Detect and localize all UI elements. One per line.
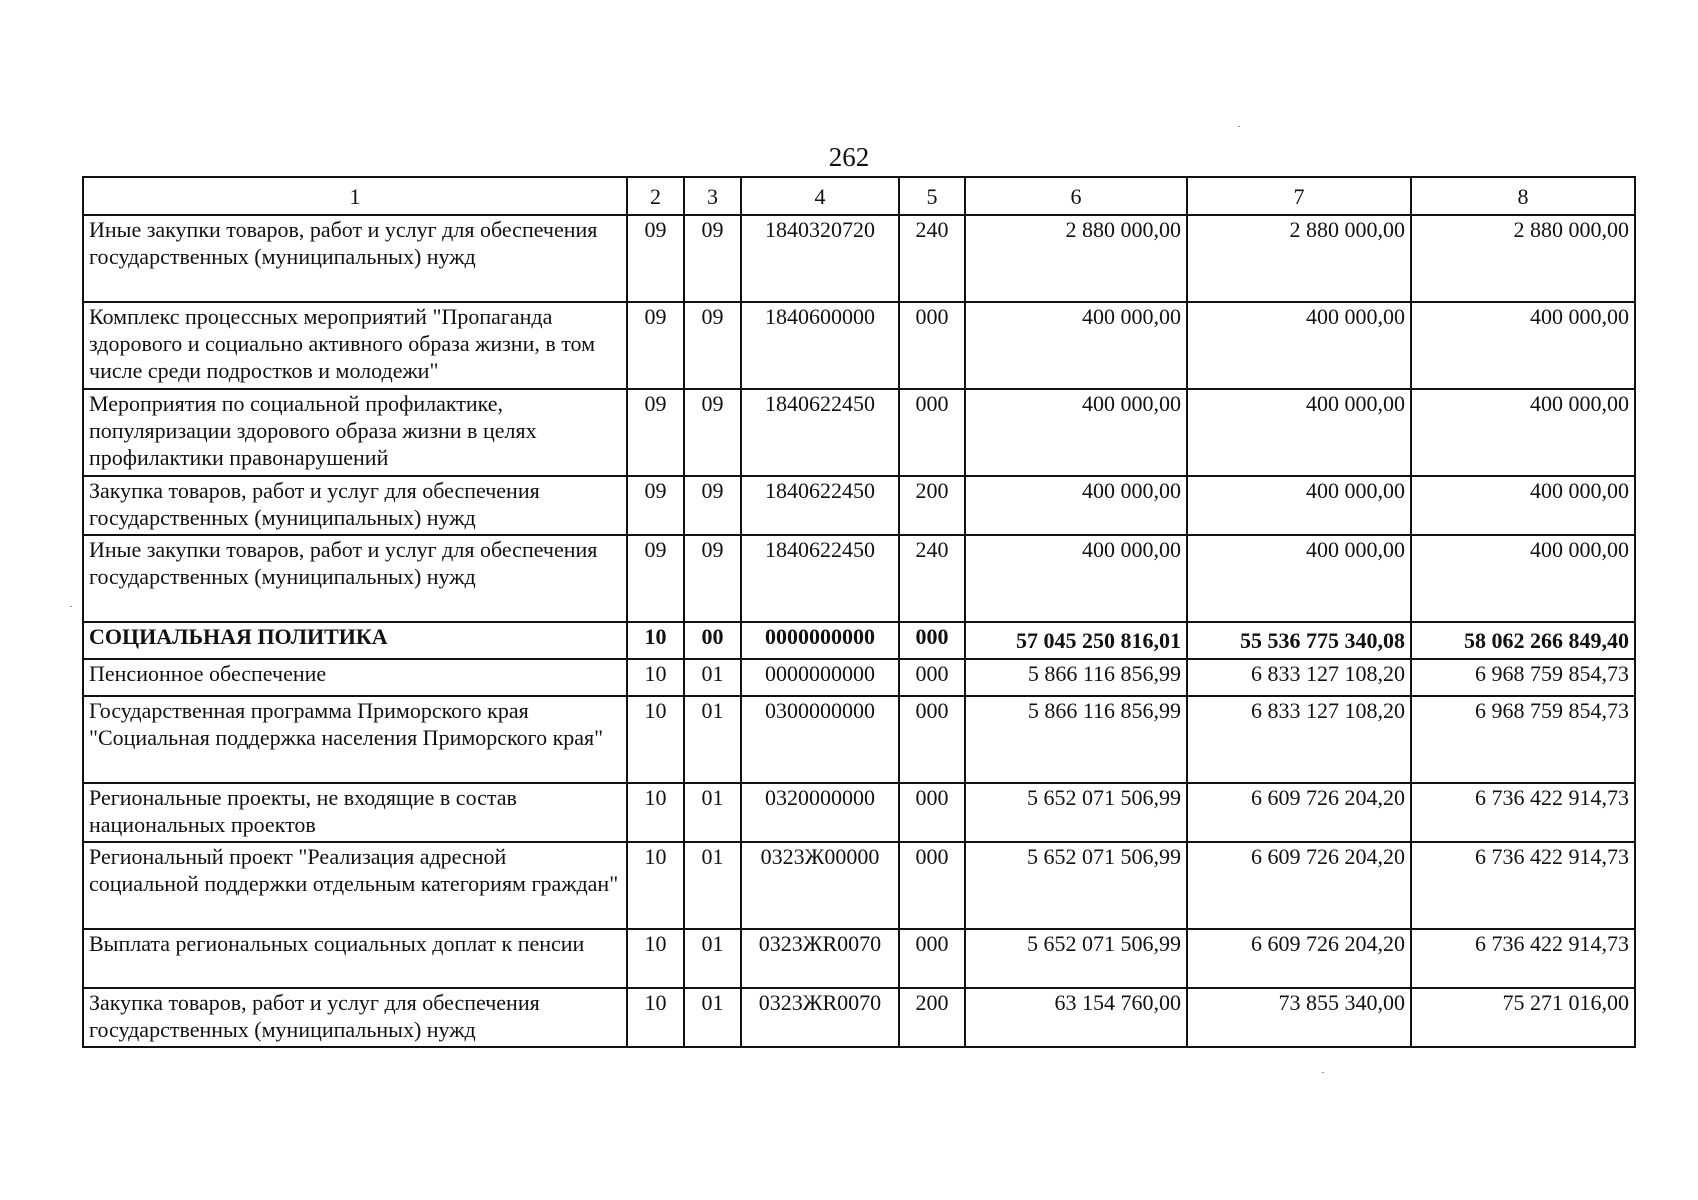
amount-col-7: 400 000,00 xyxy=(1187,535,1411,622)
section-code: 10 xyxy=(627,783,684,842)
subsection-code: 01 xyxy=(684,783,741,842)
header-cell: 1 xyxy=(83,177,627,215)
row-name: Пенсионное обеспечение xyxy=(83,659,627,696)
amount-col-7: 400 000,00 xyxy=(1187,389,1411,476)
expense-type-code: 240 xyxy=(899,535,965,622)
target-article-code: 1840622450 xyxy=(741,535,899,622)
section-code: 09 xyxy=(627,389,684,476)
amount-col-8: 2 880 000,00 xyxy=(1411,215,1635,302)
row-name: Выплата региональных социальных доплат к пенсии xyxy=(83,929,627,988)
target-article-code: 0323Ж00000 xyxy=(741,842,899,929)
amount-col-8: 400 000,00 xyxy=(1411,389,1635,476)
amount-col-8: 400 000,00 xyxy=(1411,535,1635,622)
target-article-code: 0300000000 xyxy=(741,696,899,783)
header-cell: 4 xyxy=(741,177,899,215)
target-article-code: 0000000000 xyxy=(741,659,899,696)
amount-col-7: 6 833 127 108,20 xyxy=(1187,696,1411,783)
row-name: Иные закупки товаров, работ и услуг для обеспечения государственных (муниципальных) нужд xyxy=(83,215,627,302)
amount-col-7: 55 536 775 340,08 xyxy=(1187,622,1411,659)
target-article-code: 0320000000 xyxy=(741,783,899,842)
target-article-code: 1840622450 xyxy=(741,476,899,535)
row-name: Иные закупки товаров, работ и услуг для обеспечения государственных (муниципальных) нужд xyxy=(83,535,627,622)
amount-col-8: 6 968 759 854,73 xyxy=(1411,696,1635,783)
row-name: СОЦИАЛЬНАЯ ПОЛИТИКА xyxy=(83,622,627,659)
expense-type-code: 000 xyxy=(899,389,965,476)
table-row xyxy=(83,988,1635,1047)
section-code: 10 xyxy=(627,659,684,696)
target-article-code: 0000000000 xyxy=(741,622,899,659)
section-code: 09 xyxy=(627,476,684,535)
header-cell: 2 xyxy=(627,177,684,215)
row-name: Региональный проект "Реализация адресной социальной поддержки отдельным категориям граждан" xyxy=(83,842,627,929)
amount-col-6: 5 652 071 506,99 xyxy=(965,929,1187,988)
subsection-code: 01 xyxy=(684,988,741,1047)
subsection-code: 01 xyxy=(684,659,741,696)
subsection-code: 01 xyxy=(684,929,741,988)
amount-col-6: 400 000,00 xyxy=(965,476,1187,535)
expense-type-code: 000 xyxy=(899,783,965,842)
amount-col-7: 400 000,00 xyxy=(1187,476,1411,535)
row-name: Мероприятия по социальной профилактике, популяризации здорового образа жизни в целях профилактики правонарушений xyxy=(83,389,627,476)
expense-type-code: 000 xyxy=(899,842,965,929)
amount-col-8: 6 736 422 914,73 xyxy=(1411,842,1635,929)
amount-col-8: 400 000,00 xyxy=(1411,302,1635,389)
amount-col-6: 5 652 071 506,99 xyxy=(965,783,1187,842)
amount-col-7: 6 833 127 108,20 xyxy=(1187,659,1411,696)
row-name: Региональные проекты, не входящие в состав национальных проектов xyxy=(83,783,627,842)
table-row xyxy=(83,659,1635,696)
subsection-code: 00 xyxy=(684,622,741,659)
amount-col-6: 400 000,00 xyxy=(965,302,1187,389)
amount-col-6: 5 866 116 856,99 xyxy=(965,659,1187,696)
header-cell: 3 xyxy=(684,177,741,215)
target-article-code: 0323ЖR0070 xyxy=(741,988,899,1047)
amount-col-6: 5 652 071 506,99 xyxy=(965,842,1187,929)
target-article-code: 1840622450 xyxy=(741,389,899,476)
expense-type-code: 000 xyxy=(899,622,965,659)
expense-type-code: 000 xyxy=(899,302,965,389)
amount-col-8: 6 968 759 854,73 xyxy=(1411,659,1635,696)
table-row xyxy=(83,929,1635,988)
header-cell: 7 xyxy=(1187,177,1411,215)
expense-type-code: 000 xyxy=(899,929,965,988)
table-row xyxy=(83,535,1635,622)
amount-col-7: 6 609 726 204,20 xyxy=(1187,783,1411,842)
amount-col-6: 5 866 116 856,99 xyxy=(965,696,1187,783)
table-row xyxy=(83,302,1635,389)
amount-col-6: 2 880 000,00 xyxy=(965,215,1187,302)
subsection-code: 01 xyxy=(684,842,741,929)
table-row xyxy=(83,842,1635,929)
row-name: Закупка товаров, работ и услуг для обеспечения государственных (муниципальных) нужд xyxy=(83,476,627,535)
expense-type-code: 240 xyxy=(899,215,965,302)
section-code: 09 xyxy=(627,302,684,389)
table-row xyxy=(83,783,1635,842)
table-row xyxy=(83,215,1635,302)
header-row xyxy=(83,177,1635,215)
amount-col-7: 400 000,00 xyxy=(1187,302,1411,389)
scan-speck xyxy=(1322,1072,1324,1073)
amount-col-6: 57 045 250 816,01 xyxy=(965,622,1187,659)
scan-speck xyxy=(1238,126,1240,127)
amount-col-6: 400 000,00 xyxy=(965,389,1187,476)
scan-speck xyxy=(70,606,72,607)
target-article-code: 1840320720 xyxy=(741,215,899,302)
section-code: 10 xyxy=(627,696,684,783)
target-article-code: 0323ЖR0070 xyxy=(741,929,899,988)
amount-col-8: 400 000,00 xyxy=(1411,476,1635,535)
expense-type-code: 200 xyxy=(899,476,965,535)
amount-col-7: 73 855 340,00 xyxy=(1187,988,1411,1047)
row-name: Комплекс процессных мероприятий "Пропаганда здорового и социально активного образа жизни, в том числе среди подростков и молодежи" xyxy=(83,302,627,389)
subsection-code: 09 xyxy=(684,215,741,302)
amount-col-7: 6 609 726 204,20 xyxy=(1187,842,1411,929)
amount-col-8: 6 736 422 914,73 xyxy=(1411,929,1635,988)
section-code: 10 xyxy=(627,929,684,988)
amount-col-7: 6 609 726 204,20 xyxy=(1187,929,1411,988)
amount-col-6: 400 000,00 xyxy=(965,535,1187,622)
section-code: 09 xyxy=(627,535,684,622)
table-row xyxy=(83,389,1635,476)
target-article-code: 1840600000 xyxy=(741,302,899,389)
row-name: Закупка товаров, работ и услуг для обеспечения государственных (муниципальных) нужд xyxy=(83,988,627,1047)
table-row xyxy=(83,696,1635,783)
section-code: 10 xyxy=(627,988,684,1047)
amount-col-8: 75 271 016,00 xyxy=(1411,988,1635,1047)
header-cell: 5 xyxy=(899,177,965,215)
section-code: 10 xyxy=(627,622,684,659)
section-code: 09 xyxy=(627,215,684,302)
budget-table xyxy=(82,176,1636,1048)
amount-col-7: 2 880 000,00 xyxy=(1187,215,1411,302)
page-number: 262 xyxy=(828,142,870,172)
row-name: Государственная программа Приморского края "Социальная поддержка населения Приморского края" xyxy=(83,696,627,783)
subsection-code: 09 xyxy=(684,535,741,622)
expense-type-code: 000 xyxy=(899,659,965,696)
subsection-code: 09 xyxy=(684,302,741,389)
expense-type-code: 200 xyxy=(899,988,965,1047)
subsection-code: 09 xyxy=(684,389,741,476)
table-row xyxy=(83,476,1635,535)
amount-col-8: 6 736 422 914,73 xyxy=(1411,783,1635,842)
section-code: 10 xyxy=(627,842,684,929)
amount-col-8: 58 062 266 849,40 xyxy=(1411,622,1635,659)
subsection-code: 01 xyxy=(684,696,741,783)
table-row-section-total xyxy=(83,622,1635,659)
expense-type-code: 000 xyxy=(899,696,965,783)
amount-col-6: 63 154 760,00 xyxy=(965,988,1187,1047)
header-cell: 8 xyxy=(1411,177,1635,215)
subsection-code: 09 xyxy=(684,476,741,535)
header-cell: 6 xyxy=(965,177,1187,215)
